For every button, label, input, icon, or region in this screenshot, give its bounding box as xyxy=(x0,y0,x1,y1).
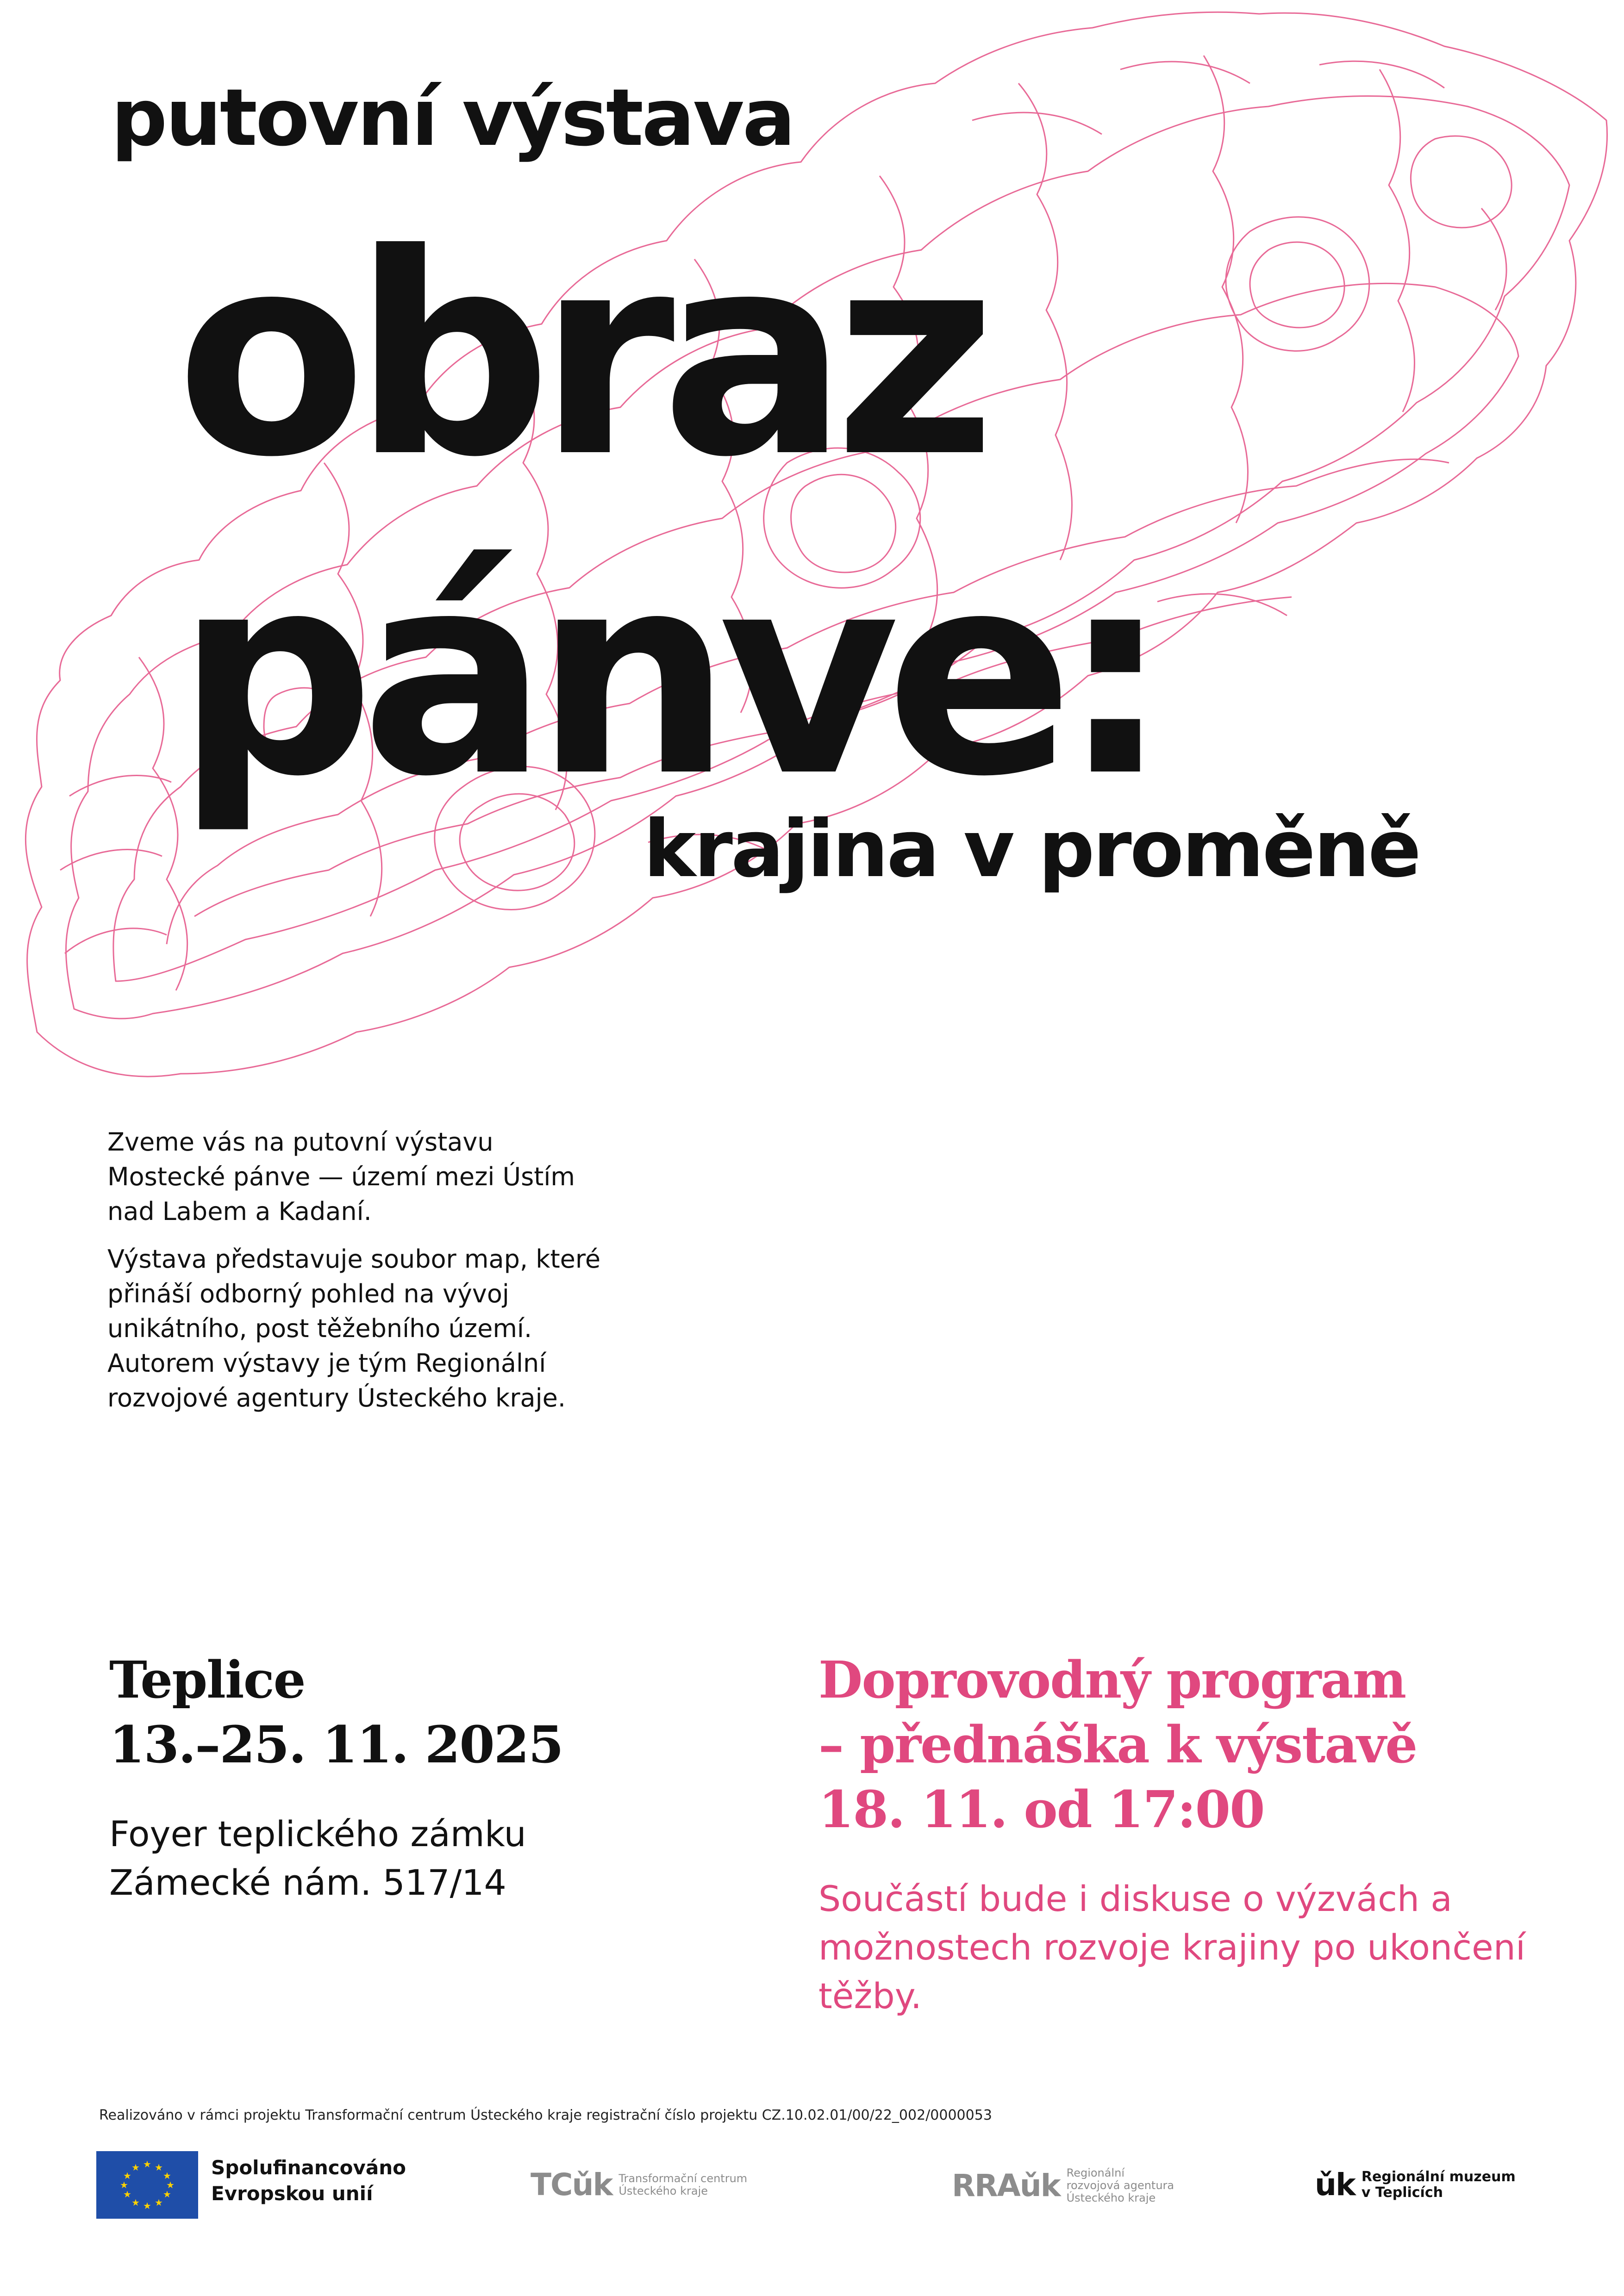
eu-label-line-2: Evropskou unií xyxy=(211,2182,373,2205)
tc-line-1: Transformační centrum xyxy=(618,2172,748,2185)
intro-paragraph-1: Zveme vás na putovní výstavu Mostecké pánve — území mezi Ústím nad Labem a Kadaní. xyxy=(107,1127,575,1226)
svg-text:★: ★ xyxy=(131,2197,140,2208)
program-title-line-1: Doprovodný program xyxy=(818,1650,1406,1710)
museum-line-1: Regionální muzeum xyxy=(1361,2168,1516,2185)
funding-note: Realizováno v rámci projektu Transformační centrum Ústeckého kraje registrační číslo projektu CZ.10.02.01/00/22_002/0000053 xyxy=(99,2107,992,2123)
museum-logo-text xyxy=(1362,2169,1516,2201)
rra-line-3: Ústeckého kraje xyxy=(1066,2191,1156,2204)
svg-text:★: ★ xyxy=(143,2200,151,2211)
intro-paragraph-2: Výstava představuje soubor map, které přináší odborný pohled na vývoj unikátního, post těžebního území. Autorem výstavy je tým Regionální rozvojové agentury Ústeckého kraje. xyxy=(107,1244,601,1412)
svg-text:★: ★ xyxy=(123,2170,131,2181)
transformation-centre-logo xyxy=(531,2167,747,2203)
accompanying-program xyxy=(818,1648,1559,2020)
program-note: Součástí bude i diskuse o výzvách a možnostech rozvoje krajiny po ukončení těžby. xyxy=(818,1878,1526,2016)
venue-city: Teplice xyxy=(109,1650,305,1710)
intro-text xyxy=(107,1125,617,1428)
venue-info xyxy=(109,1648,804,1907)
poster-subtitle: krajina v proměně xyxy=(643,803,1420,895)
svg-text:★: ★ xyxy=(155,2197,163,2208)
program-title-line-2: – přednáška k výstavě xyxy=(818,1715,1417,1774)
svg-text:★: ★ xyxy=(120,2179,128,2190)
svg-text:★: ★ xyxy=(143,2159,151,2170)
regional-museum-logo xyxy=(1315,2167,1516,2203)
tc-line-2: Ústeckého kraje xyxy=(618,2184,708,2197)
rra-line-2: rozvojová agentura xyxy=(1066,2179,1174,2192)
svg-text:★: ★ xyxy=(131,2162,140,2173)
regional-agency-logo xyxy=(952,2167,1174,2204)
museum-logo-mark: ǔk xyxy=(1315,2167,1355,2203)
eu-label-line-1: Spolufinancováno xyxy=(211,2156,406,2179)
exhibition-kicker: putovní výstava xyxy=(111,72,794,164)
svg-text:★: ★ xyxy=(163,2170,171,2181)
venue-dates: 13.–25. 11. 2025 xyxy=(109,1715,563,1774)
rra-logo-text xyxy=(1067,2167,1174,2204)
tc-logo-mark: TCǔk xyxy=(531,2167,612,2203)
rra-logo-mark: RRAǔk xyxy=(952,2168,1060,2203)
svg-text:★: ★ xyxy=(163,2189,171,2200)
museum-line-2: v Teplicích xyxy=(1361,2184,1443,2201)
rra-line-1: Regionální xyxy=(1066,2166,1125,2179)
venue-address: Zámecké nám. 517/14 xyxy=(109,1862,506,1903)
poster-title-line-2: pánve: xyxy=(176,514,1157,837)
svg-text:★: ★ xyxy=(123,2189,131,2200)
program-datetime: 18. 11. od 17:00 xyxy=(818,1780,1264,1839)
tc-logo-text xyxy=(618,2172,747,2197)
eu-cofunding-label xyxy=(211,2155,406,2207)
svg-text:★: ★ xyxy=(166,2179,175,2190)
venue-place: Foyer teplického zámku xyxy=(109,1813,526,1854)
poster-title-line-1: obraz xyxy=(176,194,982,518)
eu-flag-icon xyxy=(96,2151,198,2219)
svg-text:★: ★ xyxy=(155,2162,163,2173)
